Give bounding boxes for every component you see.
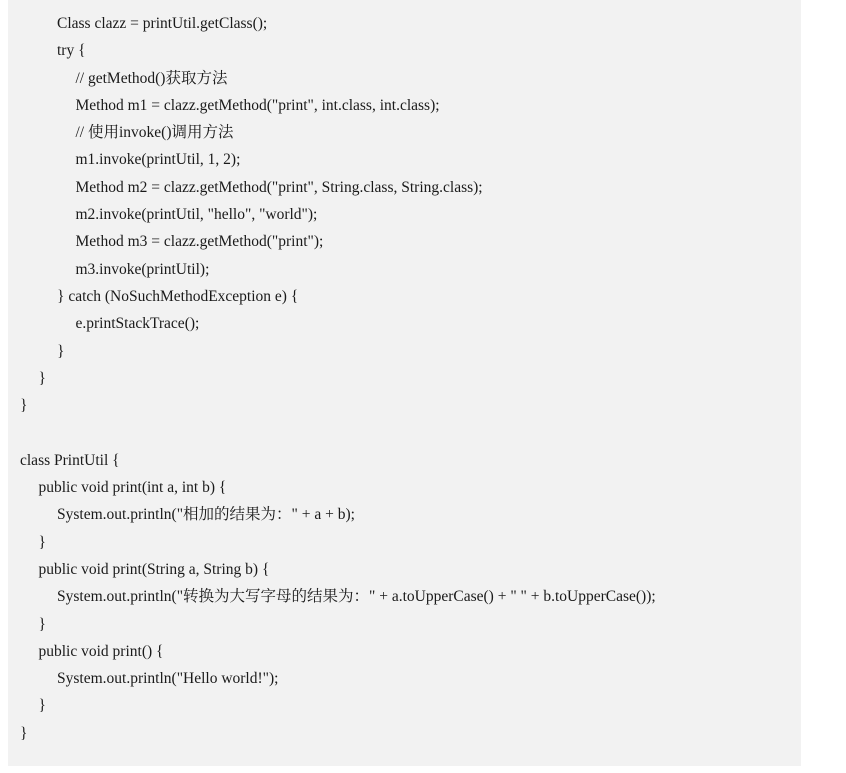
code-line: e.printStackTrace();	[75, 315, 200, 333]
code-line: }	[38, 533, 46, 551]
code-line: System.out.println("相加的结果为：" + a + b);	[57, 506, 355, 524]
code-line: try {	[57, 42, 86, 60]
code-line: // getMethod()获取方法	[75, 69, 228, 87]
code-line: Method m3 = clazz.getMethod("print");	[75, 233, 324, 251]
code-line: }	[57, 342, 65, 360]
code-line: }	[20, 724, 28, 742]
code-line: }	[38, 615, 46, 633]
code-line	[20, 419, 801, 446]
code-line: Method m2 = clazz.getMethod("print", String.class, String.class);	[75, 178, 483, 196]
code-line: }	[20, 397, 28, 415]
code-line: class PrintUtil {	[20, 451, 120, 469]
code-line: public void print() {	[38, 642, 164, 660]
code-line: Method m1 = clazz.getMethod("print", int.class, int.class);	[75, 96, 440, 114]
code-line: m2.invoke(printUtil, "hello", "world");	[75, 206, 318, 224]
code-line: }	[38, 697, 46, 715]
code-line: m1.invoke(printUtil, 1, 2);	[75, 151, 241, 169]
code-line: } catch (NoSuchMethodException e) {	[57, 287, 299, 305]
code-line: Class clazz = printUtil.getClass();	[57, 15, 268, 32]
code-line: // 使用invoke()调用方法	[75, 124, 234, 142]
code-line: public void print(String a, String b) {	[38, 560, 270, 578]
code-block	[8, 0, 801, 766]
code-line: public void print(int a, int b) {	[38, 479, 227, 497]
code-line: }	[38, 369, 46, 387]
code-line: System.out.println("转换为大写字母的结果为：" + a.toUpperCase() + " " + b.toUpperCase());	[57, 588, 656, 606]
code-line: m3.invoke(printUtil);	[75, 260, 210, 278]
code-line: System.out.println("Hello world!");	[57, 670, 279, 688]
